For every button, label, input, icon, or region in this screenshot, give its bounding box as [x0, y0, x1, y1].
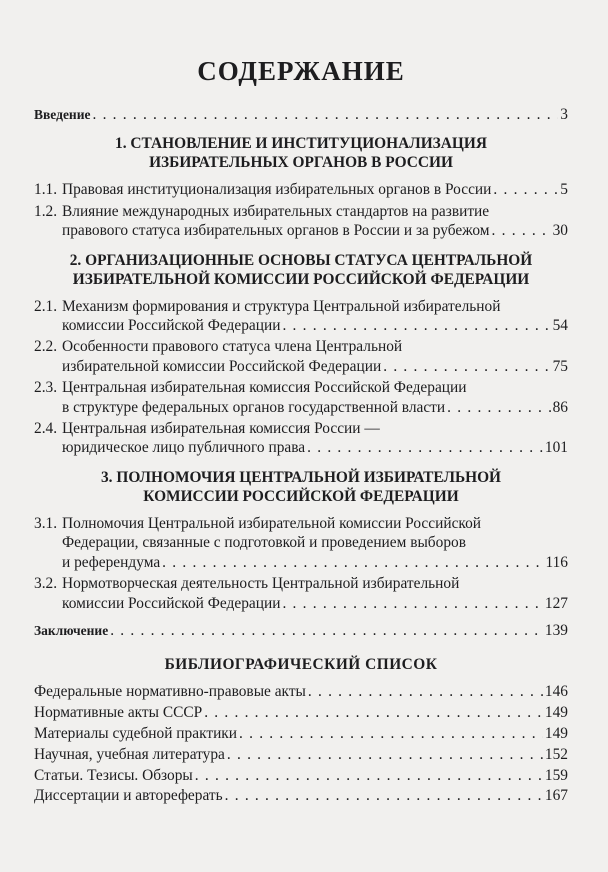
toc-page-number: 54 — [552, 317, 568, 335]
toc-page-number: 159 — [544, 766, 568, 784]
dot-leader — [383, 357, 550, 376]
dot-leader — [92, 105, 558, 124]
bibliography-list — [34, 682, 568, 805]
toc-page-number: 30 — [552, 222, 568, 240]
bibliography-entry — [34, 745, 568, 764]
toc-section-line — [34, 533, 568, 552]
toc-page-number: 3 — [560, 106, 568, 123]
toc-section-entry — [34, 378, 568, 417]
bibliography-entry — [34, 682, 568, 701]
dot-leader — [225, 786, 543, 805]
section-title-text: Федерации, связанные с подготовкой и проведением выборов — [62, 534, 466, 552]
toc-section-line — [34, 297, 568, 316]
toc-page-number: 75 — [552, 357, 568, 375]
section-title-text: Правовая институционализация избирательных органов в России — [62, 181, 492, 199]
section-title-text: Полномочия Центральной избирательной комиссии Российской — [62, 514, 482, 532]
dot-leader — [308, 682, 543, 701]
chapter-heading-line: ИЗБИРАТЕЛЬНОЙ КОМИССИИ РОССИЙСКОЙ ФЕДЕРАЦИИ — [72, 270, 530, 288]
dot-leader — [493, 180, 558, 199]
toc-page-number: 5 — [560, 181, 568, 199]
section-title-text: Центральная избирательная комиссия России — — [62, 420, 380, 438]
section-number: 2.4. — [34, 420, 58, 438]
bibliography-entry — [34, 786, 568, 805]
toc-page-number: 86 — [552, 398, 568, 416]
bibliography-row — [34, 724, 568, 743]
chapter-heading — [34, 468, 568, 506]
toc-section-entry — [34, 337, 568, 376]
toc-section-line — [34, 221, 568, 240]
toc-section-entry — [34, 180, 568, 199]
dot-leader — [239, 724, 543, 743]
toc-section-line — [34, 574, 568, 593]
toc-page-number: 116 — [545, 553, 568, 571]
dot-leader — [307, 438, 543, 457]
toc-page-number: 152 — [544, 745, 568, 763]
bibliography-entry-label: Федеральные нормативно-правовые акты — [34, 683, 306, 701]
toc-section-line — [34, 419, 568, 438]
dot-leader — [204, 703, 543, 722]
section-number: 3.2. — [34, 575, 58, 593]
toc-section-entry — [34, 297, 568, 336]
toc-section-entry — [34, 202, 568, 241]
toc-entry-conclusion — [34, 621, 568, 640]
toc-section-entry — [34, 419, 568, 458]
bibliography-entry-label: Диссертации и автореферать — [34, 787, 223, 805]
toc-section-line — [34, 337, 568, 356]
section-number: 1.2. — [34, 202, 58, 220]
toc-section-line — [34, 357, 568, 376]
section-title-text: Влияние международных избирательных стандартов на развитие — [62, 202, 490, 220]
bibliography-row — [34, 766, 568, 785]
chapter-heading-line: 2. ОРГАНИЗАЦИОННЫЕ ОСНОВЫ СТАТУСА ЦЕНТРАЛЬНОЙ — [69, 251, 533, 269]
dot-leader — [162, 553, 543, 572]
section-title-text: комиссии Российской Федерации — [62, 594, 281, 612]
section-title-text: правового статуса избирательных органов в России и за рубежом — [62, 222, 490, 240]
page-title: СОДЕРЖАНИЕ — [197, 56, 405, 86]
section-title-text: Особенности правового статуса члена Центральной — [62, 338, 403, 356]
section-title-text: комиссии Российской Федерации — [62, 317, 281, 335]
bibliography-entry — [34, 724, 568, 743]
bibliography-entry-label: Статьи. Тезисы. Обзоры — [34, 766, 193, 784]
section-title-text: Механизм формирования и структура Центральной избирательной — [62, 297, 501, 315]
toc-entry-label: Введение — [34, 107, 91, 122]
bibliography-row — [34, 703, 568, 722]
toc-entry-intro — [34, 105, 568, 124]
dot-leader — [282, 594, 542, 613]
toc-section-line — [34, 398, 568, 417]
section-number: 2.3. — [34, 379, 58, 397]
chapter-heading-line: 3. ПОЛНОМОЧИЯ ЦЕНТРАЛЬНОЙ ИЗБИРАТЕЛЬНОЙ — [100, 468, 502, 486]
dot-leader — [282, 316, 550, 335]
toc-section-line — [34, 202, 568, 221]
section-number: 2.1. — [34, 297, 58, 315]
toc-section-line — [34, 438, 568, 457]
chapter-heading — [34, 251, 568, 289]
toc-section-line — [34, 594, 568, 613]
toc-section-entry — [34, 514, 568, 572]
bibliography-entry-label: Материалы судебной практики — [34, 724, 238, 742]
toc-section-line — [34, 553, 568, 572]
bibliography-entry — [34, 766, 568, 785]
dot-leader — [447, 398, 550, 417]
toc-page-number: 149 — [544, 704, 568, 722]
dot-leader — [227, 745, 543, 764]
toc-page-number: 101 — [544, 439, 568, 457]
chapter-heading — [34, 134, 568, 172]
chapter-heading-line: ИЗБИРАТЕЛЬНЫХ ОРГАНОВ В РОССИИ — [149, 154, 453, 172]
section-title-text: Центральная избирательная комиссия Российской Федерации — [62, 379, 467, 397]
toc-section-entry — [34, 574, 568, 613]
toc-section-line — [34, 378, 568, 397]
dot-leader — [492, 221, 551, 240]
toc-page-number: 139 — [544, 621, 568, 639]
bibliography-heading: БИБЛИОГРАФИЧЕСКИЙ СПИСОК — [164, 656, 438, 674]
bibliography-entry-label: Нормативные акты СССР — [34, 704, 203, 722]
toc-entry-label: Заключение — [34, 622, 109, 638]
section-number: 3.1. — [34, 514, 58, 532]
section-title-text: избирательной комиссии Российской Федерации — [62, 357, 382, 375]
section-title-text: юридическое лицо публичного права — [62, 439, 306, 457]
section-title-text: Нормотворческая деятельность Центральной избирательной — [62, 575, 460, 593]
bibliography-entry — [34, 703, 568, 722]
dot-leader — [110, 621, 543, 640]
dot-leader — [195, 766, 543, 785]
chapter-heading-line: 1. СТАНОВЛЕНИЕ И ИНСТИТУЦИОНАЛИЗАЦИЯ — [115, 135, 487, 153]
toc-section-line — [34, 316, 568, 335]
section-number: 2.2. — [34, 338, 58, 356]
toc-page-number: 167 — [544, 787, 568, 805]
bibliography-row — [34, 786, 568, 805]
toc-page-number: 127 — [544, 594, 568, 612]
toc-chapters — [34, 134, 568, 613]
bibliography-entry-label: Научная, учебная литература — [34, 745, 225, 763]
bibliography-row — [34, 682, 568, 701]
section-number: 1.1. — [34, 181, 58, 199]
toc-page-number: 146 — [544, 683, 568, 701]
toc-section-line — [34, 180, 568, 199]
section-title-text: и референдума — [62, 553, 161, 571]
toc-section-line — [34, 514, 568, 533]
section-title-text: в структуре федеральных органов государственной власти — [62, 398, 446, 416]
bibliography-row — [34, 745, 568, 764]
chapter-heading-line: КОМИССИИ РОССИЙСКОЙ ФЕДЕРАЦИИ — [143, 487, 459, 505]
toc-page-number: 149 — [544, 724, 568, 742]
